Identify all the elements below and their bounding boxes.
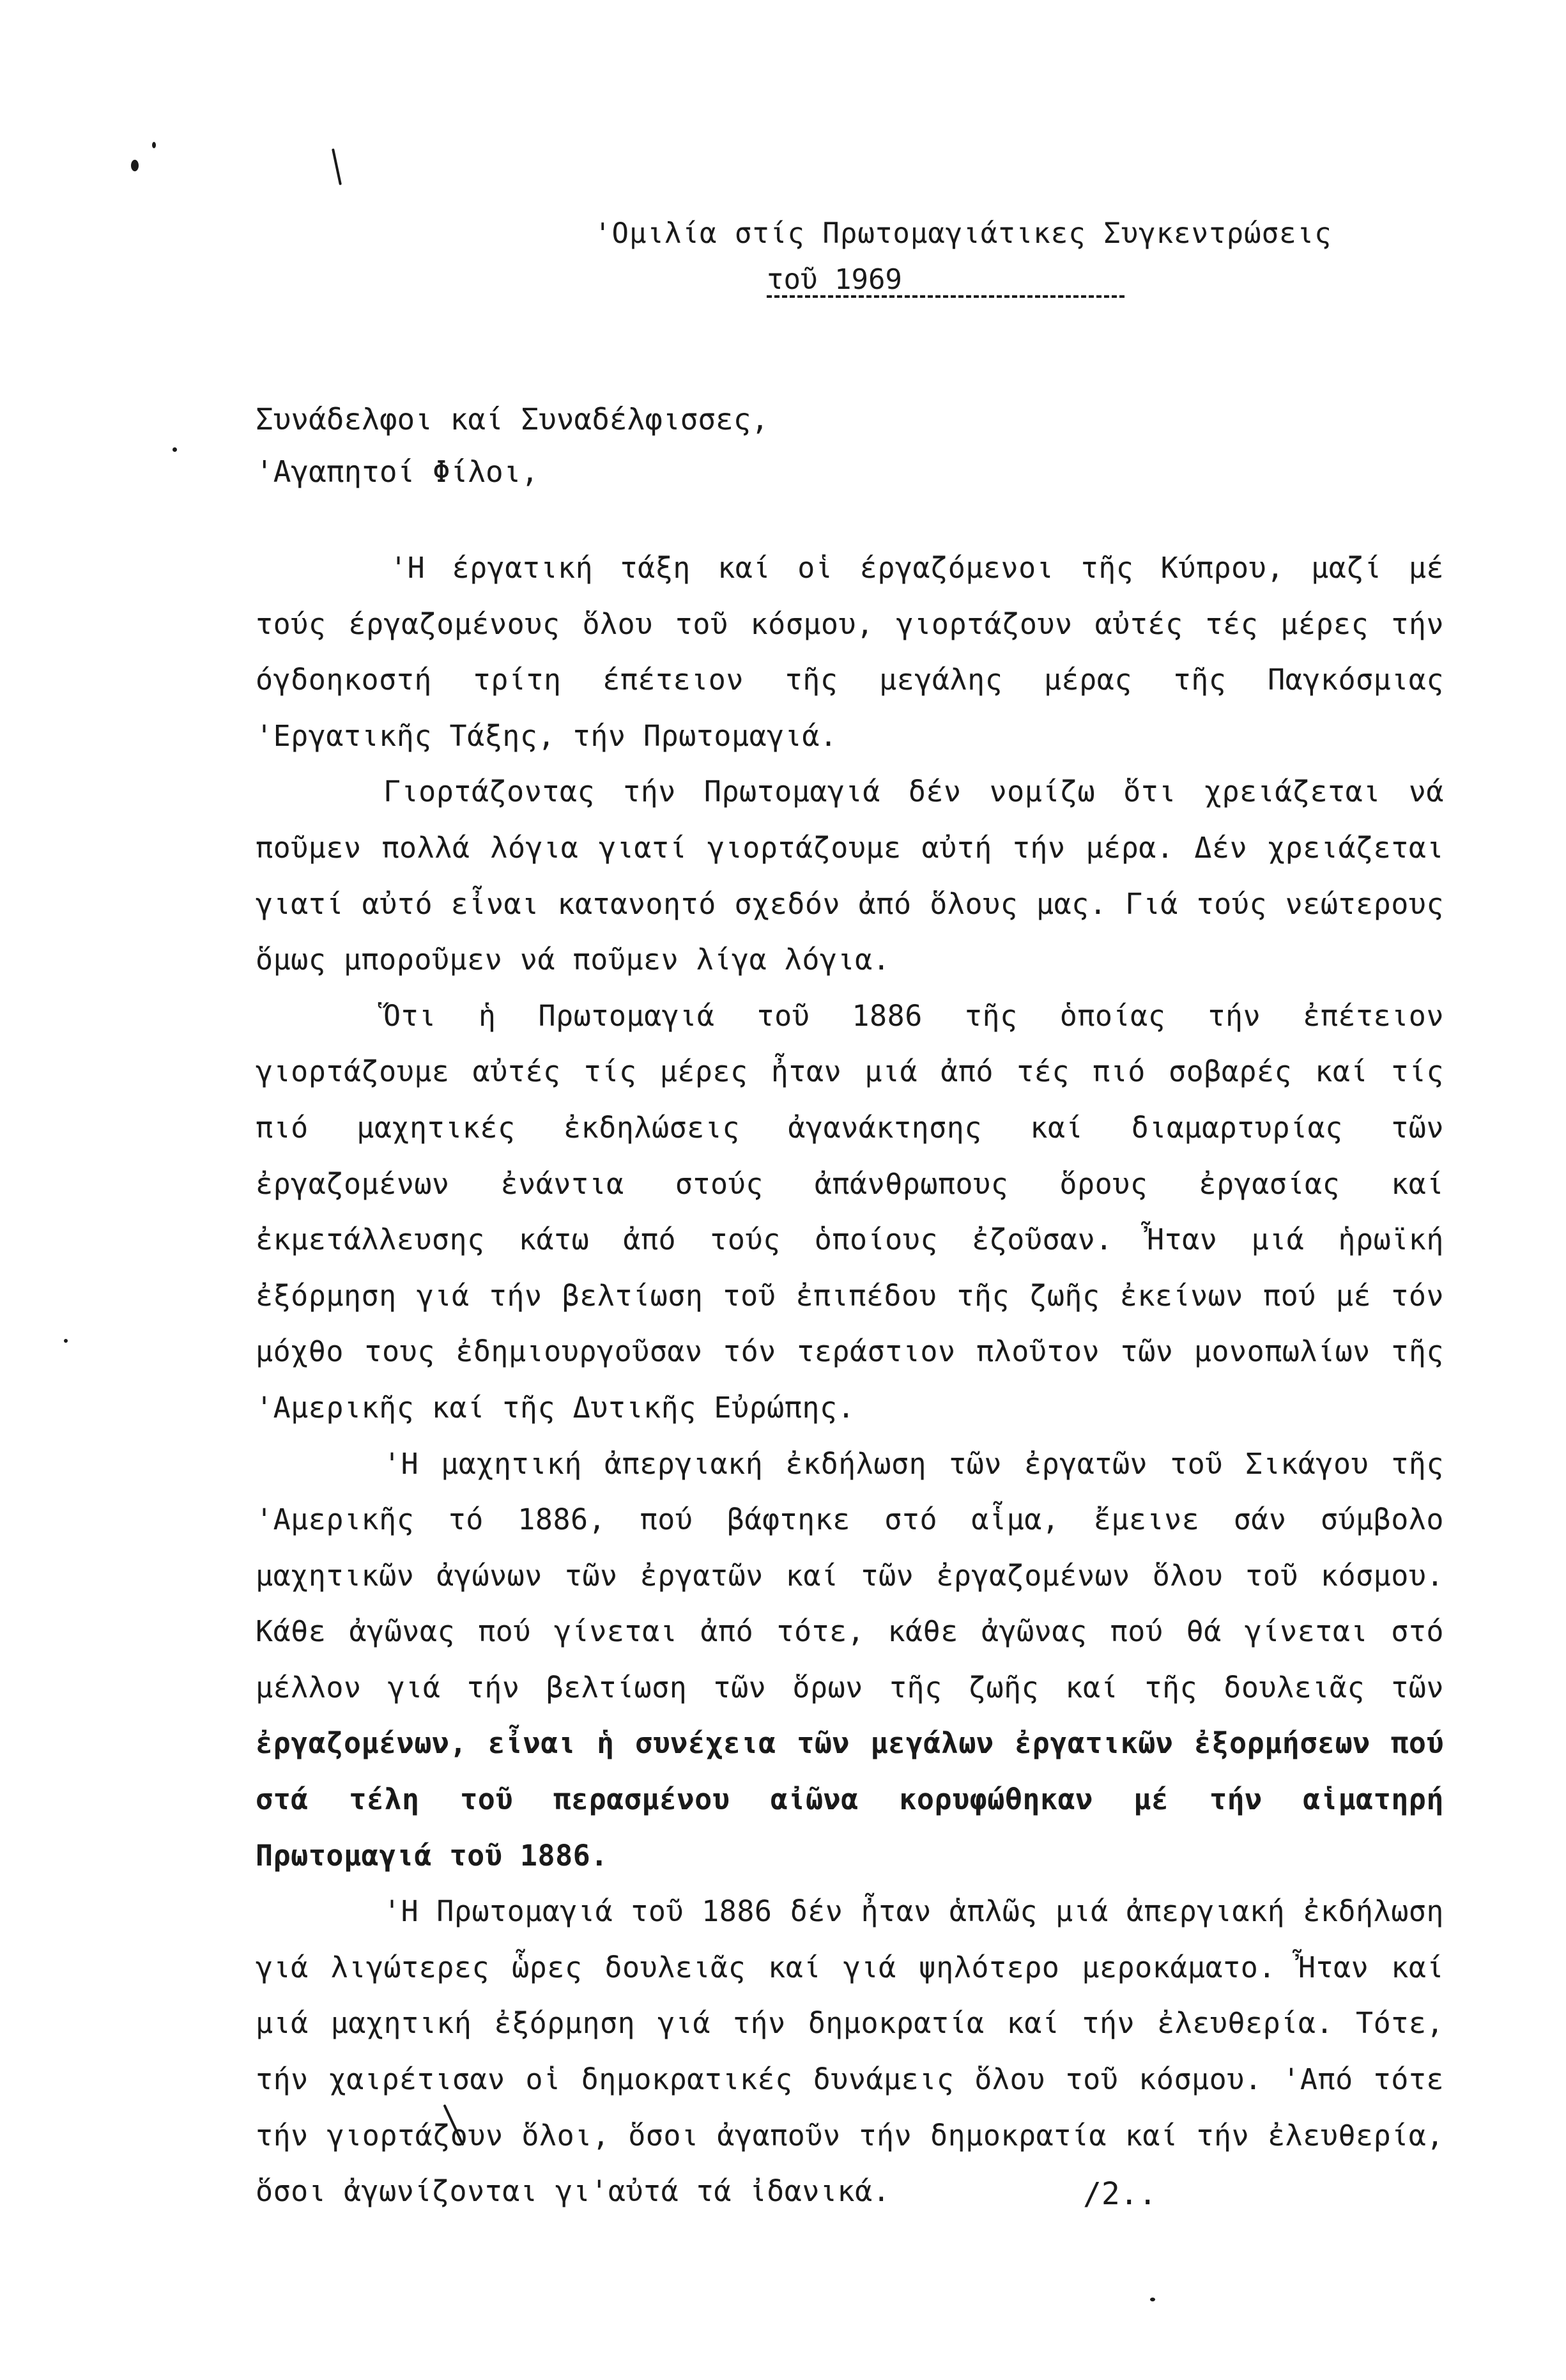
title-underline bbox=[767, 295, 1125, 298]
salutation bbox=[256, 393, 769, 498]
title-line-1: 'Ομιλία στίς Πρωτομαγιάτικες Συγκεντρώσεις bbox=[594, 217, 1332, 250]
salutation-line-2: 'Αγαπητοί Φίλοι, bbox=[256, 454, 539, 489]
document-title bbox=[594, 217, 1489, 296]
page-number: /2.. bbox=[1083, 2176, 1157, 2212]
paragraph-4-bold-text: ἐργαζομένων, εἶναι ἡ συνέχεια τῶν μεγάλων ἐργατικῶν ἐξορμήσεων πού στά τέλη τοῦ περασμένου αἰῶνα κορυφώθηκαν μέ τήν αἱματηρή Πρωτομαγιά τοῦ 1886. bbox=[256, 1726, 1444, 1873]
paragraph-2: Γιορτάζοντας τήν Πρωτομαγιά δέν νομίζω ὅτι χρειάζεται νά ποῦμεν πολλά λόγια γιατί γιορτάζουμε αὐτή τήν μέρα. Δέν χρειάζεται γιατί αὐτό εἶναι κατανοητό σχεδόν ἀπό ὅλους μας. Γιά τούς νεώτερους ὅμως μποροῦμεν νά ποῦμεν λίγα λόγια. bbox=[256, 775, 1444, 977]
paragraph-1: 'Η έργατική τάξη καί οἱ έργαζόμενοι τῆς Κύπρου, μαζί μέ τούς έργαζομένους ὅλου τοῦ κόσμου, γιορτάζουν αὐτές τές μέρες τήν όγδοηκοστή τρίτη έπέτειον τῆς μεγάλης μέρας τῆς Παγκόσμιας 'Εργατικῆς Τάξης, τήν Πρωτομαγιά. bbox=[256, 551, 1444, 753]
scan-speck bbox=[131, 160, 139, 171]
scan-mark bbox=[332, 148, 342, 185]
salutation-line-1: Συνάδελφοι καί Συναδέλφισσες, bbox=[256, 402, 769, 437]
paragraph-3: Ὅτι ἡ Πρωτομαγιά τοῦ 1886 τῆς ὁποίας τήν ἐπέτειον γιορτάζουμε αὐτές τίς μέρες ἦταν μιά ἀπό τές πιό σοβαρές καί τίς πιό μαχητικές ἐκδηλώσεις ἀγανάκτησης καί διαμαρτυρίας τῶν ἐργαζομένων ἐνάντια στούς ἀπάνθρωπους ὅρους ἐργασίας καί ἐκμετάλλευσης κάτω ἀπό τούς ὁποίους ἐζοῦσαν. Ἦταν μιά ἡρωϊκή ἐξόρμηση γιά τήν βελτίωση τοῦ ἐπιπέδου τῆς ζωῆς ἐκείνων πού μέ τόν μόχθο τους ἐδημιουργοῦσαν τόν τεράστιον πλοῦτον τῶν μονοπωλίων τῆς 'Αμερικῆς καί τῆς Δυτικῆς Εὐρώπης. bbox=[256, 998, 1444, 1425]
title-line-2: τοῦ 1969 bbox=[767, 263, 902, 296]
paragraph-4 bbox=[256, 1436, 1444, 1884]
speech-body bbox=[256, 540, 1444, 2220]
scan-speck bbox=[1150, 2298, 1155, 2301]
scan-speck bbox=[152, 142, 156, 148]
scan-speck bbox=[173, 447, 177, 452]
paragraph-4-text: 'Η μαχητική ἀπεργιακή ἐκδήλωση τῶν ἐργατῶν τοῦ Σικάγου τῆς 'Αμερικῆς τό 1886, πού βάφτηκε στό αἷμα, ἔμεινε σάν σύμβολο μαχητικῶν ἀγώνων τῶν ἐργατῶν καί τῶν ἐργαζομένων ὅλου τοῦ κόσμου. Κάθε ἀγῶνας πού γίνεται ἀπό τότε, κάθε ἀγῶνας πού θά γίνεται στό μέλλον γιά τήν βελτίωση τῶν ὅρων τῆς ζωῆς καί τῆς δουλειᾶς τῶν bbox=[256, 1446, 1444, 1704]
scan-speck bbox=[64, 1339, 68, 1343]
paragraph-5: 'Η Πρωτομαγιά τοῦ 1886 δέν ἦταν ἁπλῶς μιά ἀπεργιακή ἐκδήλωση γιά λιγώτερες ὧρες δουλειᾶς καί γιά ψηλότερο μεροκάματο. Ἦταν καί μιά μαχητική ἐξόρμηση γιά τήν δημοκρατία καί τήν ἐλευθερία. Τότε, τήν χαιρέτισαν οἱ δημοκρατικές δυνάμεις ὅλου τοῦ κόσμου. 'Από τότε τήν γιορτάζουν ὅλοι, ὅσοι ἀγαποῦν τήν δημοκρατία καί τήν ἐλευθερία, ὅσοι ἀγωνίζονται γι'αὐτά τά ἰδανικά. bbox=[256, 1894, 1444, 2209]
